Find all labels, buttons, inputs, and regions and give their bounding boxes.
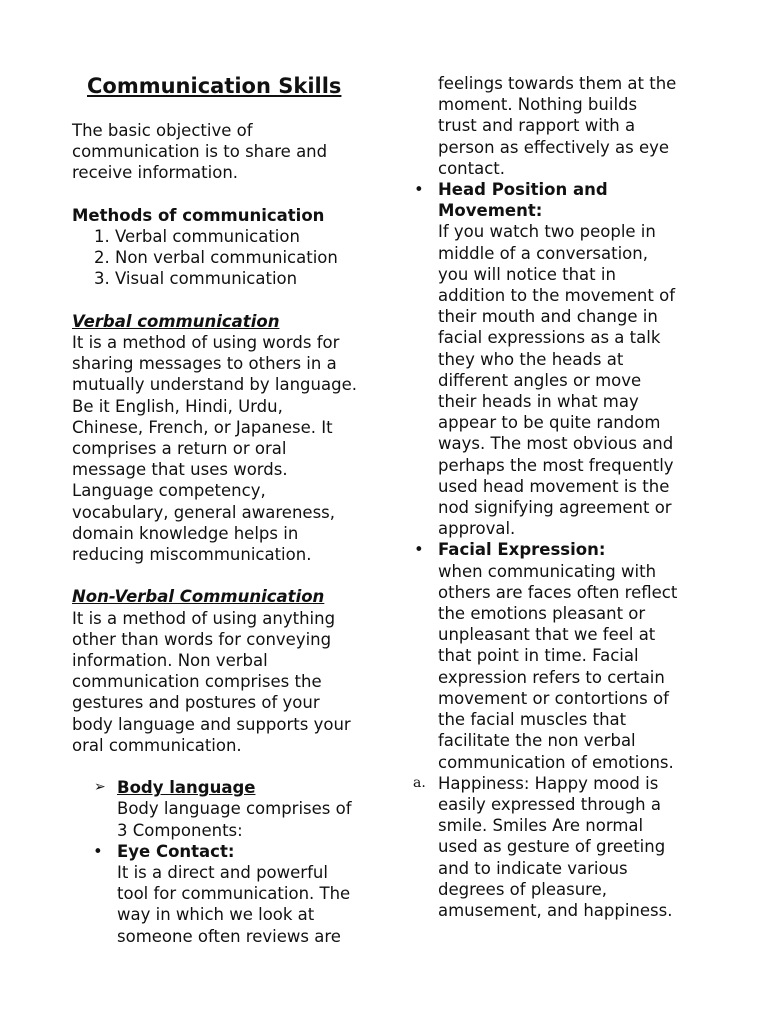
text-line: they who the heads at [438, 349, 624, 369]
text-line: Be it English, Hindi, Urdu, [72, 396, 283, 416]
list-item: 1. Verbal communication [94, 227, 300, 246]
text-line: comprises a return or oral [72, 439, 287, 459]
text-line: nod signifying agreement or [438, 498, 672, 518]
text-line: reducing miscommunication. [72, 545, 312, 565]
text-line: Happiness: Happy mood is [438, 773, 659, 793]
body-language-item [94, 777, 388, 841]
text-line: someone often reviews are [117, 926, 341, 946]
text-line: communication comprises the [72, 672, 322, 692]
text-line: the facial muscles that [438, 710, 627, 730]
text-line: facilitate the non verbal [438, 731, 636, 751]
text-line: you will notice that in [438, 264, 616, 284]
head-position-heading: Movement: [438, 201, 543, 221]
nonverbal-heading: Non-Verbal Communication [72, 587, 325, 607]
head-position-item [414, 179, 738, 539]
list-item: 3. Visual communication [94, 269, 298, 289]
text-line: If you watch two people in [438, 222, 656, 242]
text-line: their heads in what may [438, 392, 639, 412]
text-line: domain knowledge helps in [72, 523, 299, 543]
text-line: feelings towards them at the [438, 74, 677, 93]
facial-expression-item [414, 539, 738, 772]
text-line: person as effectively as eye [438, 137, 670, 157]
eye-contact-continued [438, 73, 738, 179]
text-line: It is a method of using words for [72, 333, 340, 352]
text-line: Chinese, French, or Japanese. It [72, 417, 333, 437]
text-line: way in which we look at [117, 905, 315, 925]
text-line: contact. [438, 158, 505, 178]
text-line: receive information. [72, 163, 239, 183]
left-column [72, 120, 388, 947]
text-line: movement or contortions of [438, 688, 669, 708]
text-line: communication is to share and [72, 142, 328, 162]
text-line: It is a method of using anything [72, 608, 336, 628]
intro-paragraph [72, 120, 388, 184]
text-line: unpleasant that we feel at [438, 625, 656, 645]
text-line: facial expressions as a talk [438, 328, 661, 348]
eye-contact-item [93, 841, 388, 947]
text-line: 3 Components: [117, 820, 243, 840]
text-line: degrees of pleasure, [438, 879, 608, 899]
text-line: appear to be quite random [438, 413, 661, 433]
nonverbal-paragraph [72, 608, 388, 756]
text-line: expression refers to certain [438, 667, 665, 687]
bullet-icon: • [93, 841, 103, 861]
text-line: when communicating with [438, 561, 657, 581]
text-line: the emotions pleasant or [438, 604, 646, 624]
document-title: Communication Skills [87, 74, 342, 98]
right-column [413, 73, 738, 921]
text-line: amusement, and happiness. [438, 900, 673, 920]
text-line: mutually understand by language. [72, 375, 357, 395]
text-line: message that uses words. [72, 460, 288, 480]
text-line: trust and rapport with a [438, 116, 636, 136]
text-line: oral communication. [72, 735, 242, 755]
text-line: The basic objective of [72, 121, 253, 140]
text-line: vocabulary, general awareness, [72, 502, 336, 522]
bullet-icon: • [414, 540, 424, 560]
text-line: It is a direct and powerful [117, 863, 328, 883]
text-line: communication of emotions. [438, 752, 674, 772]
text-line: moment. Nothing builds [438, 95, 638, 115]
arrow-bullet-icon: ➢ [94, 779, 106, 796]
text-line: others are faces often reflect [438, 582, 678, 602]
text-line: ways. The most obvious and [438, 434, 674, 454]
text-line: other than words for conveying [72, 629, 332, 649]
text-line: Body language comprises of [117, 799, 352, 819]
list-letter-marker: a. [413, 774, 426, 791]
eye-contact-heading: Eye Contact: [117, 841, 235, 861]
text-line: sharing messages to others in a [72, 354, 337, 374]
list-item: 2. Non verbal communication [94, 248, 338, 268]
text-line: middle of a conversation, [438, 243, 648, 263]
text-line: their mouth and change in [438, 307, 658, 327]
verbal-paragraph [72, 332, 388, 565]
text-line: Language competency, [72, 481, 266, 501]
text-line: addition to the movement of [438, 286, 676, 306]
text-line: different angles or move [438, 370, 642, 390]
text-line: tool for communication. The [117, 884, 351, 904]
happiness-item [413, 773, 738, 921]
head-position-heading: Head Position and [438, 180, 608, 200]
bullet-icon: • [414, 180, 424, 200]
text-line: perhaps the most frequently [438, 455, 674, 475]
text-line: smile. Smiles Are normal [438, 816, 644, 836]
body-language-heading: Body language [117, 778, 256, 798]
text-line: that point in time. Facial [438, 646, 639, 666]
text-line: body language and supports your [72, 714, 351, 734]
methods-heading: Methods of communication [72, 205, 325, 225]
text-line: used head movement is the [438, 476, 670, 496]
methods-list [72, 226, 388, 290]
facial-expression-heading: Facial Expression: [438, 540, 606, 560]
text-line: gestures and postures of your [72, 693, 320, 713]
verbal-heading: Verbal communication [72, 311, 280, 331]
text-line: information. Non verbal [72, 651, 268, 671]
text-line: easily expressed through a [438, 794, 661, 814]
text-line: used as gesture of greeting [438, 837, 666, 857]
text-line: approval. [438, 519, 516, 539]
text-line: and to indicate various [438, 858, 628, 878]
